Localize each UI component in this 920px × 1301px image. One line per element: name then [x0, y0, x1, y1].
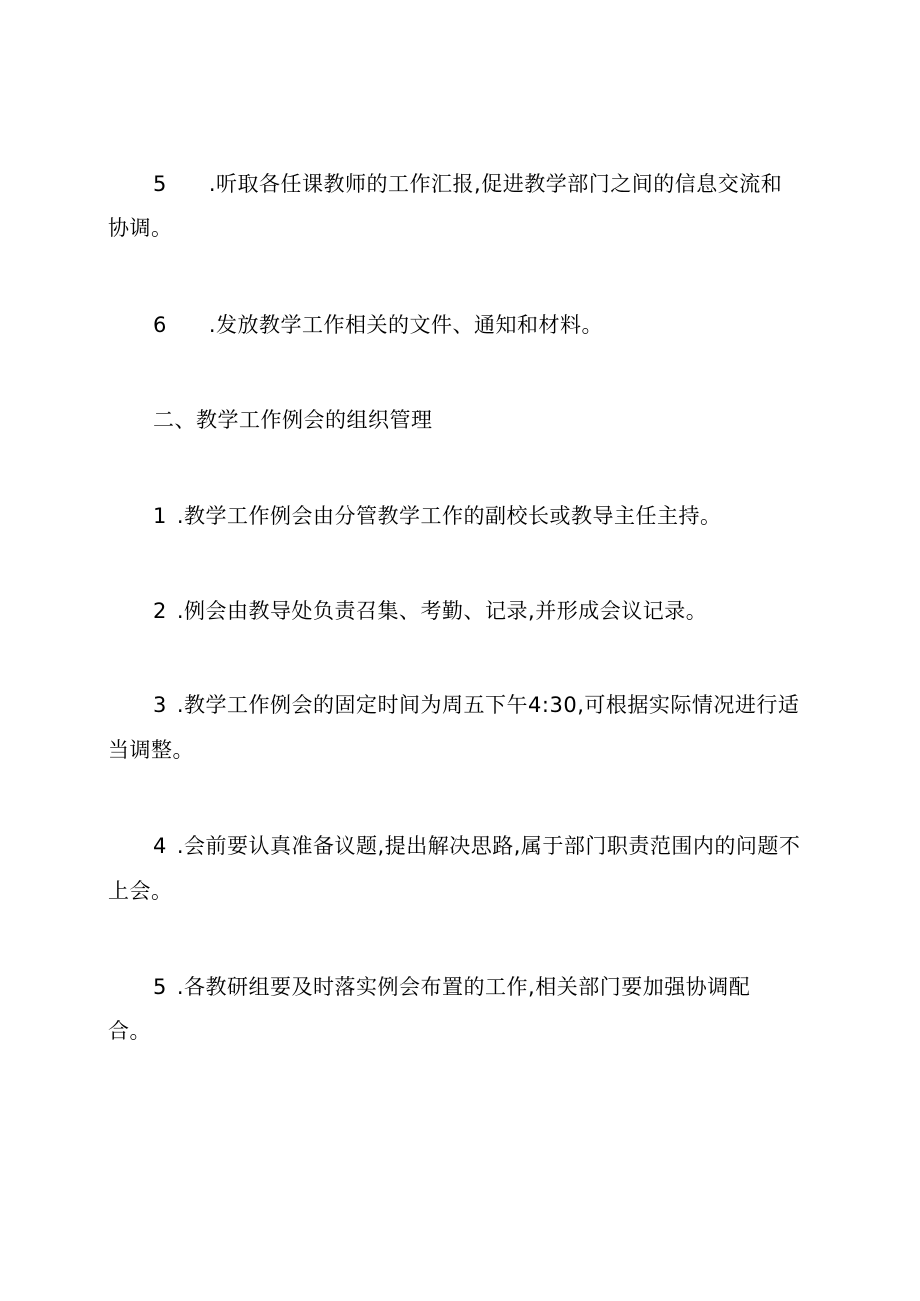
list-item-2	[153, 597, 707, 625]
item-number: 2	[153, 599, 167, 623]
section-heading	[153, 406, 433, 434]
list-item-1	[153, 502, 722, 530]
item-text-continuation: 协调。	[108, 216, 173, 240]
item-text: .各教研组要及时落实例会布置的工作,相关部门要加强协调配	[176, 975, 751, 999]
list-item-5b-continuation	[108, 1017, 151, 1045]
list-item-4	[153, 832, 800, 860]
list-item-3	[153, 691, 799, 719]
item-text: .教学工作例会由分管教学工作的副校长或教导主任主持。	[176, 504, 722, 528]
item-text-continuation: 当调整。	[108, 738, 194, 762]
list-item-6	[153, 311, 603, 339]
list-item-5b	[153, 973, 750, 1001]
item-text: .例会由教导处负责召集、考勤、记录,并形成会议记录。	[176, 599, 708, 623]
section-heading-text: 二、教学工作例会的组织管理	[153, 408, 433, 432]
item-text: .会前要认真准备议题,提出解决思路,属于部门职责范围内的问题不	[176, 834, 801, 858]
item-number: 5	[153, 975, 167, 999]
list-item-5	[153, 170, 782, 198]
item-number: 6	[153, 313, 167, 337]
item-number: 1	[153, 504, 167, 528]
list-item-4-continuation	[108, 877, 173, 905]
item-text: .发放教学工作相关的文件、通知和材料。	[208, 313, 604, 337]
item-text-continuation: 合。	[108, 1019, 151, 1043]
list-item-5-continuation	[108, 214, 173, 242]
item-number: 4	[153, 834, 167, 858]
item-text: .听取各任课教师的工作汇报,促进教学部门之间的信息交流和	[208, 172, 783, 196]
item-text: .教学工作例会的固定时间为周五下午4:30,可根据实际情况进行适	[176, 693, 800, 717]
item-number: 5	[153, 172, 167, 196]
item-number: 3	[153, 693, 167, 717]
list-item-3-continuation	[108, 736, 194, 764]
item-text-continuation: 上会。	[108, 879, 173, 903]
